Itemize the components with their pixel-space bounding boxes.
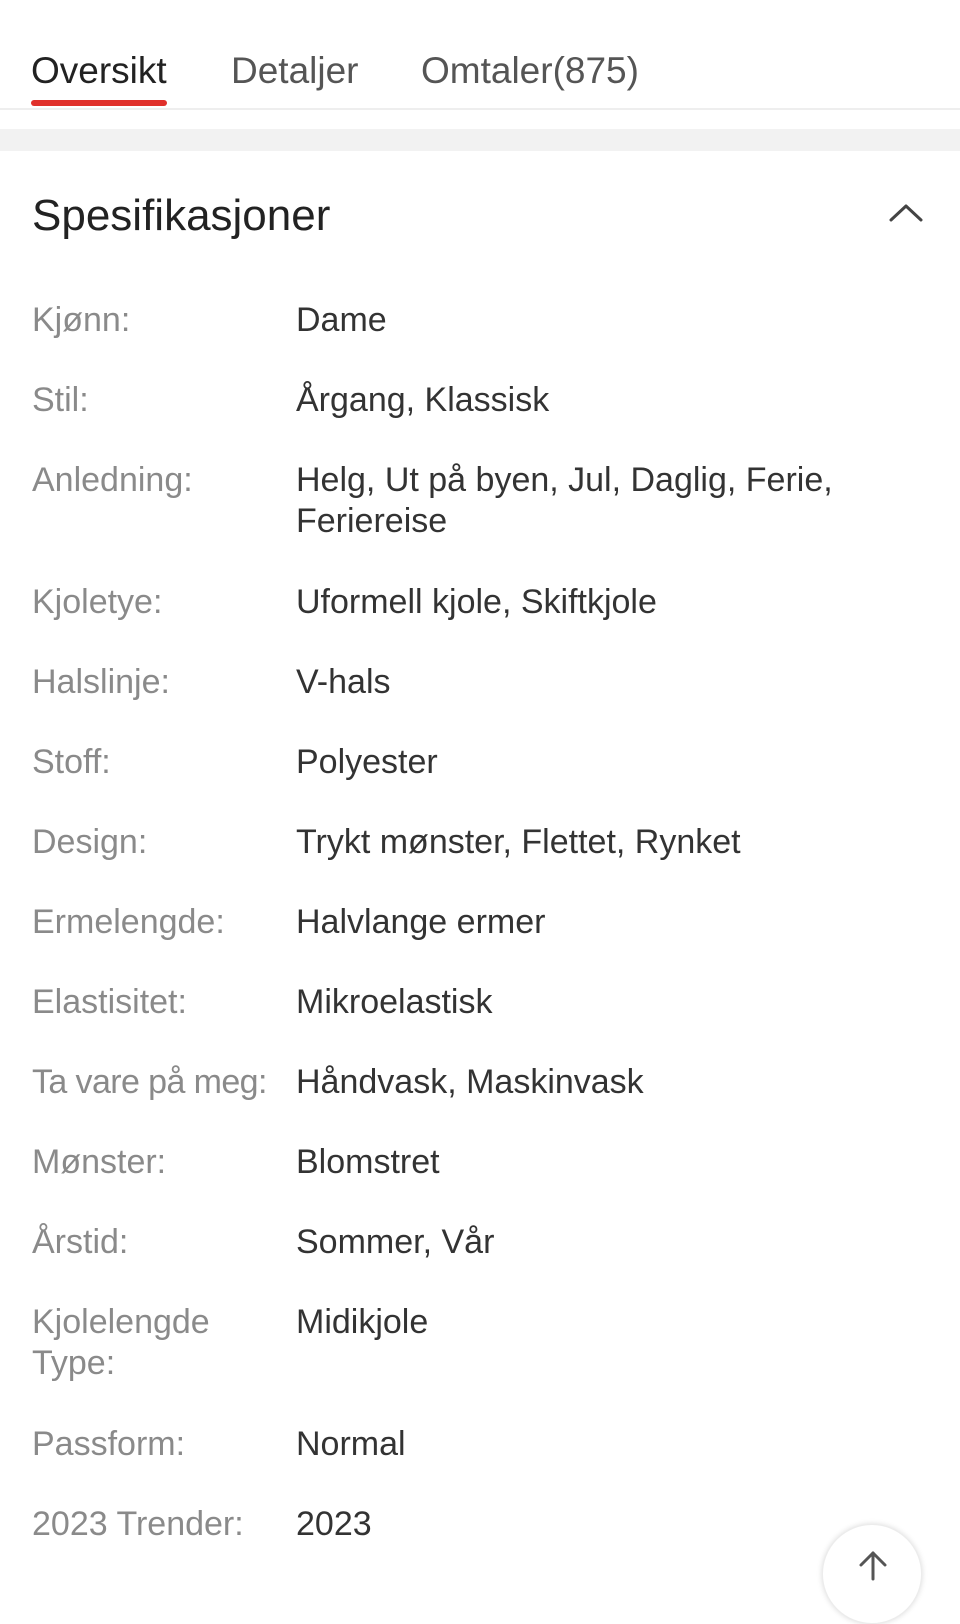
tab-omtaler-label: Omtaler(875) xyxy=(421,50,639,91)
spec-label: Anledning: xyxy=(32,461,193,499)
spec-label: Design: xyxy=(32,823,148,861)
spec-value: Polyester xyxy=(296,743,438,781)
spec-label: Passform: xyxy=(32,1425,186,1463)
spec-value: Trykt mønster, Flettet, Rynket xyxy=(296,823,741,861)
spec-value: Uformell kjole, Skiftkjole xyxy=(296,583,657,621)
spec-label: Kjolelengde Type: xyxy=(32,1303,210,1382)
spec-label: 2023 Trender: xyxy=(32,1505,244,1543)
arrow-up-icon xyxy=(857,1549,889,1581)
spec-value: Blomstret xyxy=(296,1143,440,1181)
spec-label: Halslinje: xyxy=(32,663,170,701)
spec-value: 2023 xyxy=(296,1505,372,1543)
spec-value: Årgang, Klassisk xyxy=(296,381,550,419)
spec-value: Håndvask, Maskinvask xyxy=(296,1063,644,1101)
section-divider xyxy=(0,129,960,151)
tab-omtaler[interactable] xyxy=(421,48,639,94)
spec-value: V-hals xyxy=(296,663,391,701)
collapse-toggle[interactable] xyxy=(878,188,934,236)
spec-value: Midikjole xyxy=(296,1303,429,1341)
spec-label: Elastisitet: xyxy=(32,983,187,1021)
spec-value: Normal xyxy=(296,1425,406,1463)
spec-label: Stoff: xyxy=(32,743,111,781)
active-tab-indicator xyxy=(31,100,167,106)
spec-value: Helg, Ut på byen, Jul, Daglig, Ferie, Feriereise xyxy=(296,461,833,540)
tab-bar xyxy=(0,0,960,110)
spec-label: Ermelengde: xyxy=(32,903,225,941)
tab-detaljer-label: Detaljer xyxy=(231,50,359,91)
tab-oversikt-label: Oversikt xyxy=(31,50,167,91)
tab-oversikt[interactable] xyxy=(31,48,167,94)
section-title: Spesifikasjoner xyxy=(32,191,331,240)
spec-value: Sommer, Vår xyxy=(296,1223,495,1261)
spec-label: Årstid: xyxy=(32,1223,129,1261)
scroll-to-top-button[interactable] xyxy=(822,1524,922,1624)
spec-label: Mønster: xyxy=(32,1143,167,1181)
spec-label: Ta vare på meg: xyxy=(32,1063,267,1101)
spec-value: Dame xyxy=(296,301,387,339)
spec-label: Kjoletye: xyxy=(32,583,163,621)
spec-label: Kjønn: xyxy=(32,301,131,339)
spec-label: Stil: xyxy=(32,381,89,419)
chevron-up-icon xyxy=(878,188,934,236)
spec-value: Halvlange ermer xyxy=(296,903,546,941)
spec-value: Mikroelastisk xyxy=(296,983,493,1021)
tab-detaljer[interactable] xyxy=(231,48,359,94)
